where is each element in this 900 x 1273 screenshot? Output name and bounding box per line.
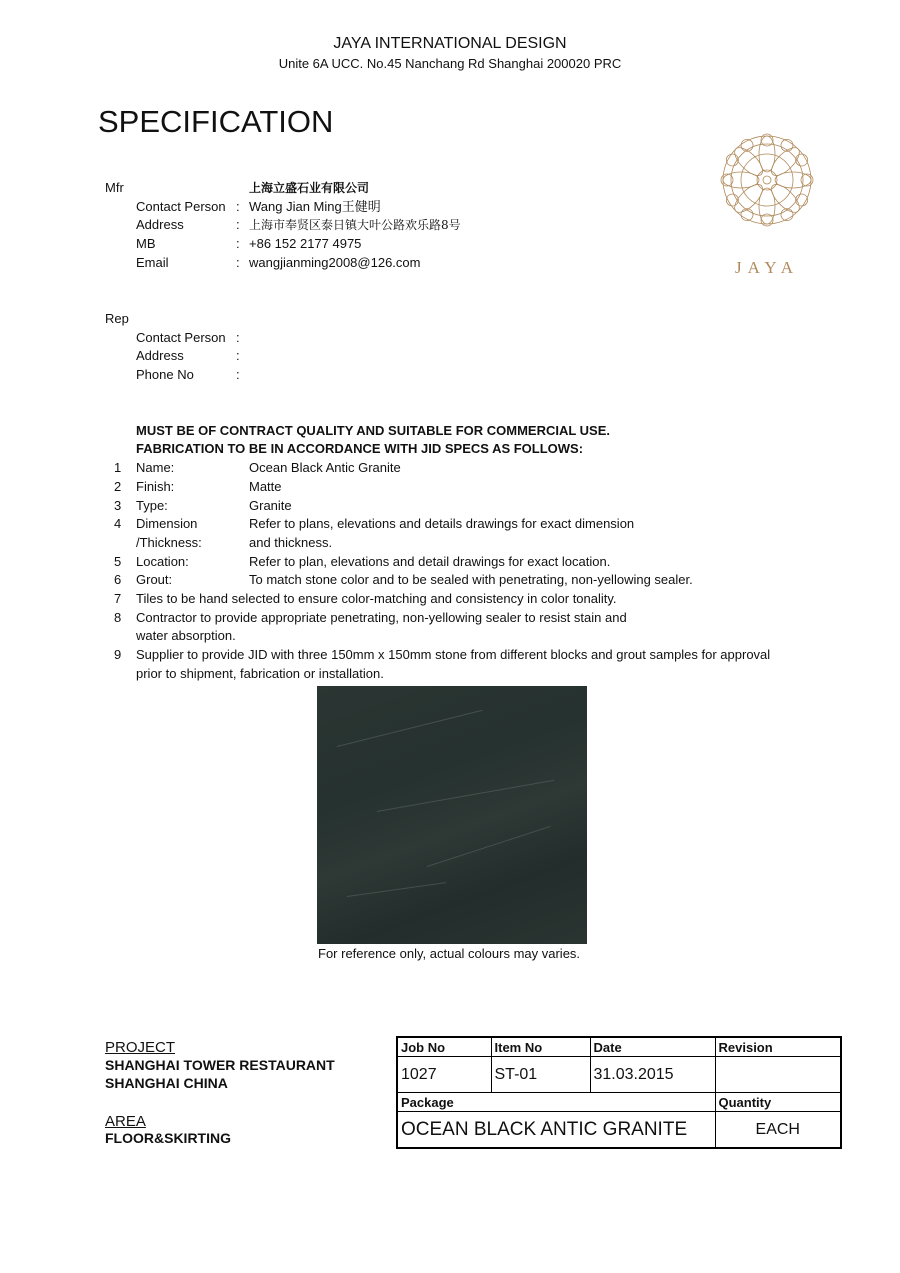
company-name: JAYA INTERNATIONAL DESIGN	[333, 35, 567, 52]
spec-value: To match stone color and to be sealed with penetrating, non-yellowing sealer.	[249, 572, 693, 587]
spec-number: 7	[114, 591, 122, 606]
notice-line-2: FABRICATION TO BE IN ACCORDANCE WITH JID SPECS AS FOLLOWS:	[136, 441, 584, 456]
quantity-value: EACH	[715, 1112, 841, 1149]
field-label: Phone No	[136, 367, 194, 382]
area-label-text: AREA	[105, 1113, 146, 1130]
spec-number: 6	[114, 572, 122, 587]
spec-label: Finish:	[136, 479, 175, 494]
rep-label: Rep	[105, 311, 129, 326]
area-value: FLOOR&SKIRTING	[105, 1130, 231, 1146]
spec-number: 3	[114, 498, 122, 513]
mfr-label: Mfr	[105, 180, 124, 195]
field-colon: :	[236, 255, 240, 270]
spec-value: Refer to plans, elevations and details drawings for exact dimension	[249, 516, 635, 531]
revision-value	[715, 1057, 841, 1093]
field-colon: :	[236, 236, 240, 251]
date-value: 31.03.2015	[590, 1057, 715, 1093]
jaya-mandala-logo	[717, 130, 817, 278]
field-colon: :	[236, 330, 240, 345]
spec-label: Location:	[136, 554, 189, 569]
mfr-company: 上海立盛石业有限公司	[249, 181, 370, 195]
spec-text: Contractor to provide appropriate penetrating, non-yellowing sealer to resist stain and	[136, 610, 627, 625]
field-label: Address	[136, 217, 184, 232]
spec-value: Ocean Black Antic Granite	[249, 460, 401, 475]
project-name: SHANGHAI TOWER RESTAURANT	[105, 1057, 335, 1073]
mfr-contact-person: Wang Jian Ming王健明	[249, 199, 381, 214]
project-label-text: PROJECT	[105, 1039, 176, 1056]
field-label: Address	[136, 348, 184, 363]
spec-label-continued: /Thickness:	[136, 535, 202, 550]
spec-value: Matte	[249, 479, 282, 494]
title-block-values-row	[397, 1057, 841, 1093]
spec-text-continued: prior to shipment, fabrication or installation.	[136, 666, 384, 681]
item-no-value: ST-01	[491, 1057, 590, 1093]
field-label: Contact Person	[136, 330, 226, 345]
spec-number: 8	[114, 610, 122, 625]
package-label: Package	[397, 1093, 715, 1112]
spec-text-continued: water absorption.	[136, 628, 236, 643]
spec-number: 9	[114, 647, 122, 662]
sample-caption: For reference only, actual colours may varies.	[318, 946, 581, 961]
spec-number: 1	[114, 460, 122, 475]
project-location: SHANGHAI CHINA	[105, 1075, 228, 1091]
page-title: SPECIFICATION	[98, 104, 334, 139]
spec-text: Supplier to provide JID with three 150mm x 150mm stone from different blocks and grout samples for approval	[136, 647, 771, 662]
spec-number: 2	[114, 479, 122, 494]
mfr-email: wangjianming2008@126.com	[249, 255, 421, 270]
spec-label: Name:	[136, 460, 175, 475]
title-block-table	[396, 1036, 842, 1149]
field-colon: :	[236, 199, 240, 214]
spec-text: Tiles to be hand selected to ensure color-matching and consistency in color tonality.	[136, 591, 617, 606]
field-label: Email	[136, 255, 169, 270]
package-header-row	[397, 1093, 841, 1112]
job-no-value: 1027	[397, 1057, 491, 1093]
item-no-label: Item No	[491, 1037, 590, 1057]
title-block-header-row	[397, 1037, 841, 1057]
job-no-label: Job No	[397, 1037, 491, 1057]
field-colon: :	[236, 217, 240, 232]
field-colon: :	[236, 367, 240, 382]
logo-wordmark: JAYA	[734, 258, 799, 277]
revision-label: Revision	[715, 1037, 841, 1057]
spec-label: Grout:	[136, 572, 173, 587]
spec-value: Refer to plan, elevations and detail drawings for exact location.	[249, 554, 611, 569]
mfr-address: 上海市奉贤区泰日镇大叶公路欢乐路8号	[249, 218, 461, 232]
company-address: Unite 6A UCC. No.45 Nanchang Rd Shanghai 200020 PRC	[278, 56, 622, 71]
quantity-label: Quantity	[715, 1093, 841, 1112]
spec-number: 5	[114, 554, 122, 569]
spec-value: Granite	[249, 498, 292, 513]
field-label: Contact Person	[136, 199, 226, 214]
notice-line-1: MUST BE OF CONTRACT QUALITY AND SUITABLE FOR COMMERCIAL USE.	[136, 423, 611, 438]
date-label: Date	[590, 1037, 715, 1057]
mfr-mb: +86 152 2177 4975	[249, 236, 362, 251]
package-values-row	[397, 1112, 841, 1149]
spec-value-continued: and thickness.	[249, 535, 333, 550]
field-label: MB	[136, 236, 156, 251]
spec-number: 4	[114, 516, 122, 531]
field-colon: :	[236, 348, 240, 363]
project-label	[105, 1039, 175, 1057]
package-value: OCEAN BLACK ANTIC GRANITE	[397, 1112, 715, 1149]
stone-sample-image	[317, 686, 587, 944]
spec-label: Dimension	[136, 516, 198, 531]
mandala-icon	[717, 130, 817, 230]
spec-label: Type:	[136, 498, 168, 513]
